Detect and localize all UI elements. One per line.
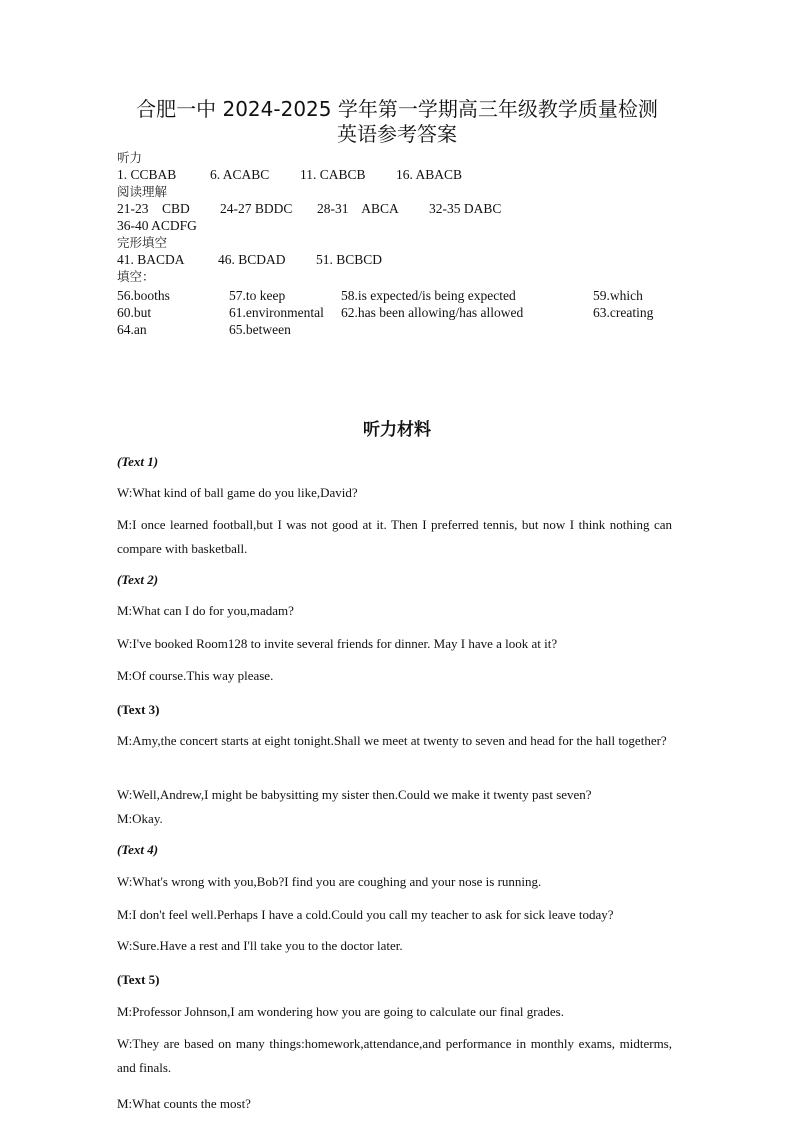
- cloze-answer-group: 41. BACDA: [117, 252, 185, 267]
- fill-answer: 61.environmental: [229, 305, 324, 320]
- listening-answer-group: 6. ACABC: [210, 167, 270, 182]
- text-label: (Text 1): [117, 454, 159, 469]
- text-label: (Text 3): [117, 702, 160, 717]
- cloze-answer-group: 46. BCDAD: [218, 252, 286, 267]
- cloze-answer-group: 51. BCBCD: [316, 252, 383, 267]
- dialogue-line: M:Professor Johnson,I am wondering how you are going to calculate our final grades.: [117, 1004, 564, 1019]
- text-label: (Text 5): [117, 972, 160, 987]
- listening-answer-group: 11. CABCB: [300, 167, 366, 182]
- reading-answer-group: 28-31 ABCA: [317, 201, 399, 216]
- reading-answer-group: 24-27 BDDC: [220, 201, 293, 216]
- fill-answer: 63.creating: [593, 305, 654, 320]
- fill-answer: 60.but: [117, 305, 152, 320]
- dialogue-line: W:They are based on many things:homework,attendance,and performance in monthly exams, midterms, and finals.: [117, 1036, 672, 1075]
- listening-answer-group: 16. ABACB: [396, 167, 463, 182]
- reading-answer-group: 32-35 DABC: [429, 201, 502, 216]
- fill-answer: 59.which: [593, 288, 643, 303]
- fill-answer: 58.is expected/is being expected: [341, 288, 516, 303]
- dialogue-line: W:What kind of ball game do you like,David?: [117, 485, 358, 500]
- dialogue-line: M:Okay.: [117, 811, 163, 826]
- fill-answer: 62.has been allowing/has allowed: [341, 305, 524, 320]
- fill-answer: 56.booths: [117, 288, 170, 303]
- document-title: 合肥一中 2024-2025 学年第一学期高三年级教学质量检测: [136, 97, 658, 121]
- fill-label: 填空：: [117, 269, 155, 284]
- listening-label: 听力: [117, 150, 143, 165]
- dialogue-line: W:What's wrong with you,Bob?I find you are coughing and your nose is running.: [117, 874, 542, 889]
- dialogue-line: M:Amy,the concert starts at eight tonight.Shall we meet at twenty to seven and head for the hall together?: [117, 733, 667, 748]
- text-label: (Text 2): [117, 572, 159, 587]
- listening-material-title: 听力材料: [363, 420, 431, 440]
- cloze-label: 完形填空: [117, 235, 168, 250]
- reading-label: 阅读理解: [117, 184, 168, 199]
- dialogue-line: M:I once learned football,but I was not good at it. Then I preferred tennis, but now I think nothing can compare with basketball.: [117, 517, 672, 556]
- dialogue-line: W:Sure.Have a rest and I'll take you to the doctor later.: [117, 938, 403, 953]
- text-label: (Text 4): [117, 842, 159, 857]
- dialogue-line: M:What can I do for you,madam?: [117, 603, 294, 618]
- dialogue-line: M:What counts the most?: [117, 1096, 251, 1111]
- fill-answer: 57.to keep: [229, 288, 286, 303]
- fill-answer: 65.between: [229, 322, 291, 337]
- reading-answer-extra: 36-40 ACDFG: [117, 218, 197, 233]
- document-subtitle: 英语参考答案: [337, 122, 457, 146]
- reading-answer-group: 21-23 CBD: [117, 201, 190, 216]
- dialogue-line: M:I don't feel well.Perhaps I have a cold.Could you call my teacher to ask for sick leave today?: [117, 907, 614, 922]
- dialogue-line: M:Of course.This way please.: [117, 668, 274, 683]
- dialogue-line: W:Well,Andrew,I might be babysitting my sister then.Could we make it twenty past seven?: [117, 787, 592, 802]
- dialogue-line: W:I've booked Room128 to invite several friends for dinner. May I have a look at it?: [117, 636, 558, 651]
- listening-answer-group: 1. CCBAB: [117, 167, 177, 182]
- fill-answer: 64.an: [117, 322, 147, 337]
